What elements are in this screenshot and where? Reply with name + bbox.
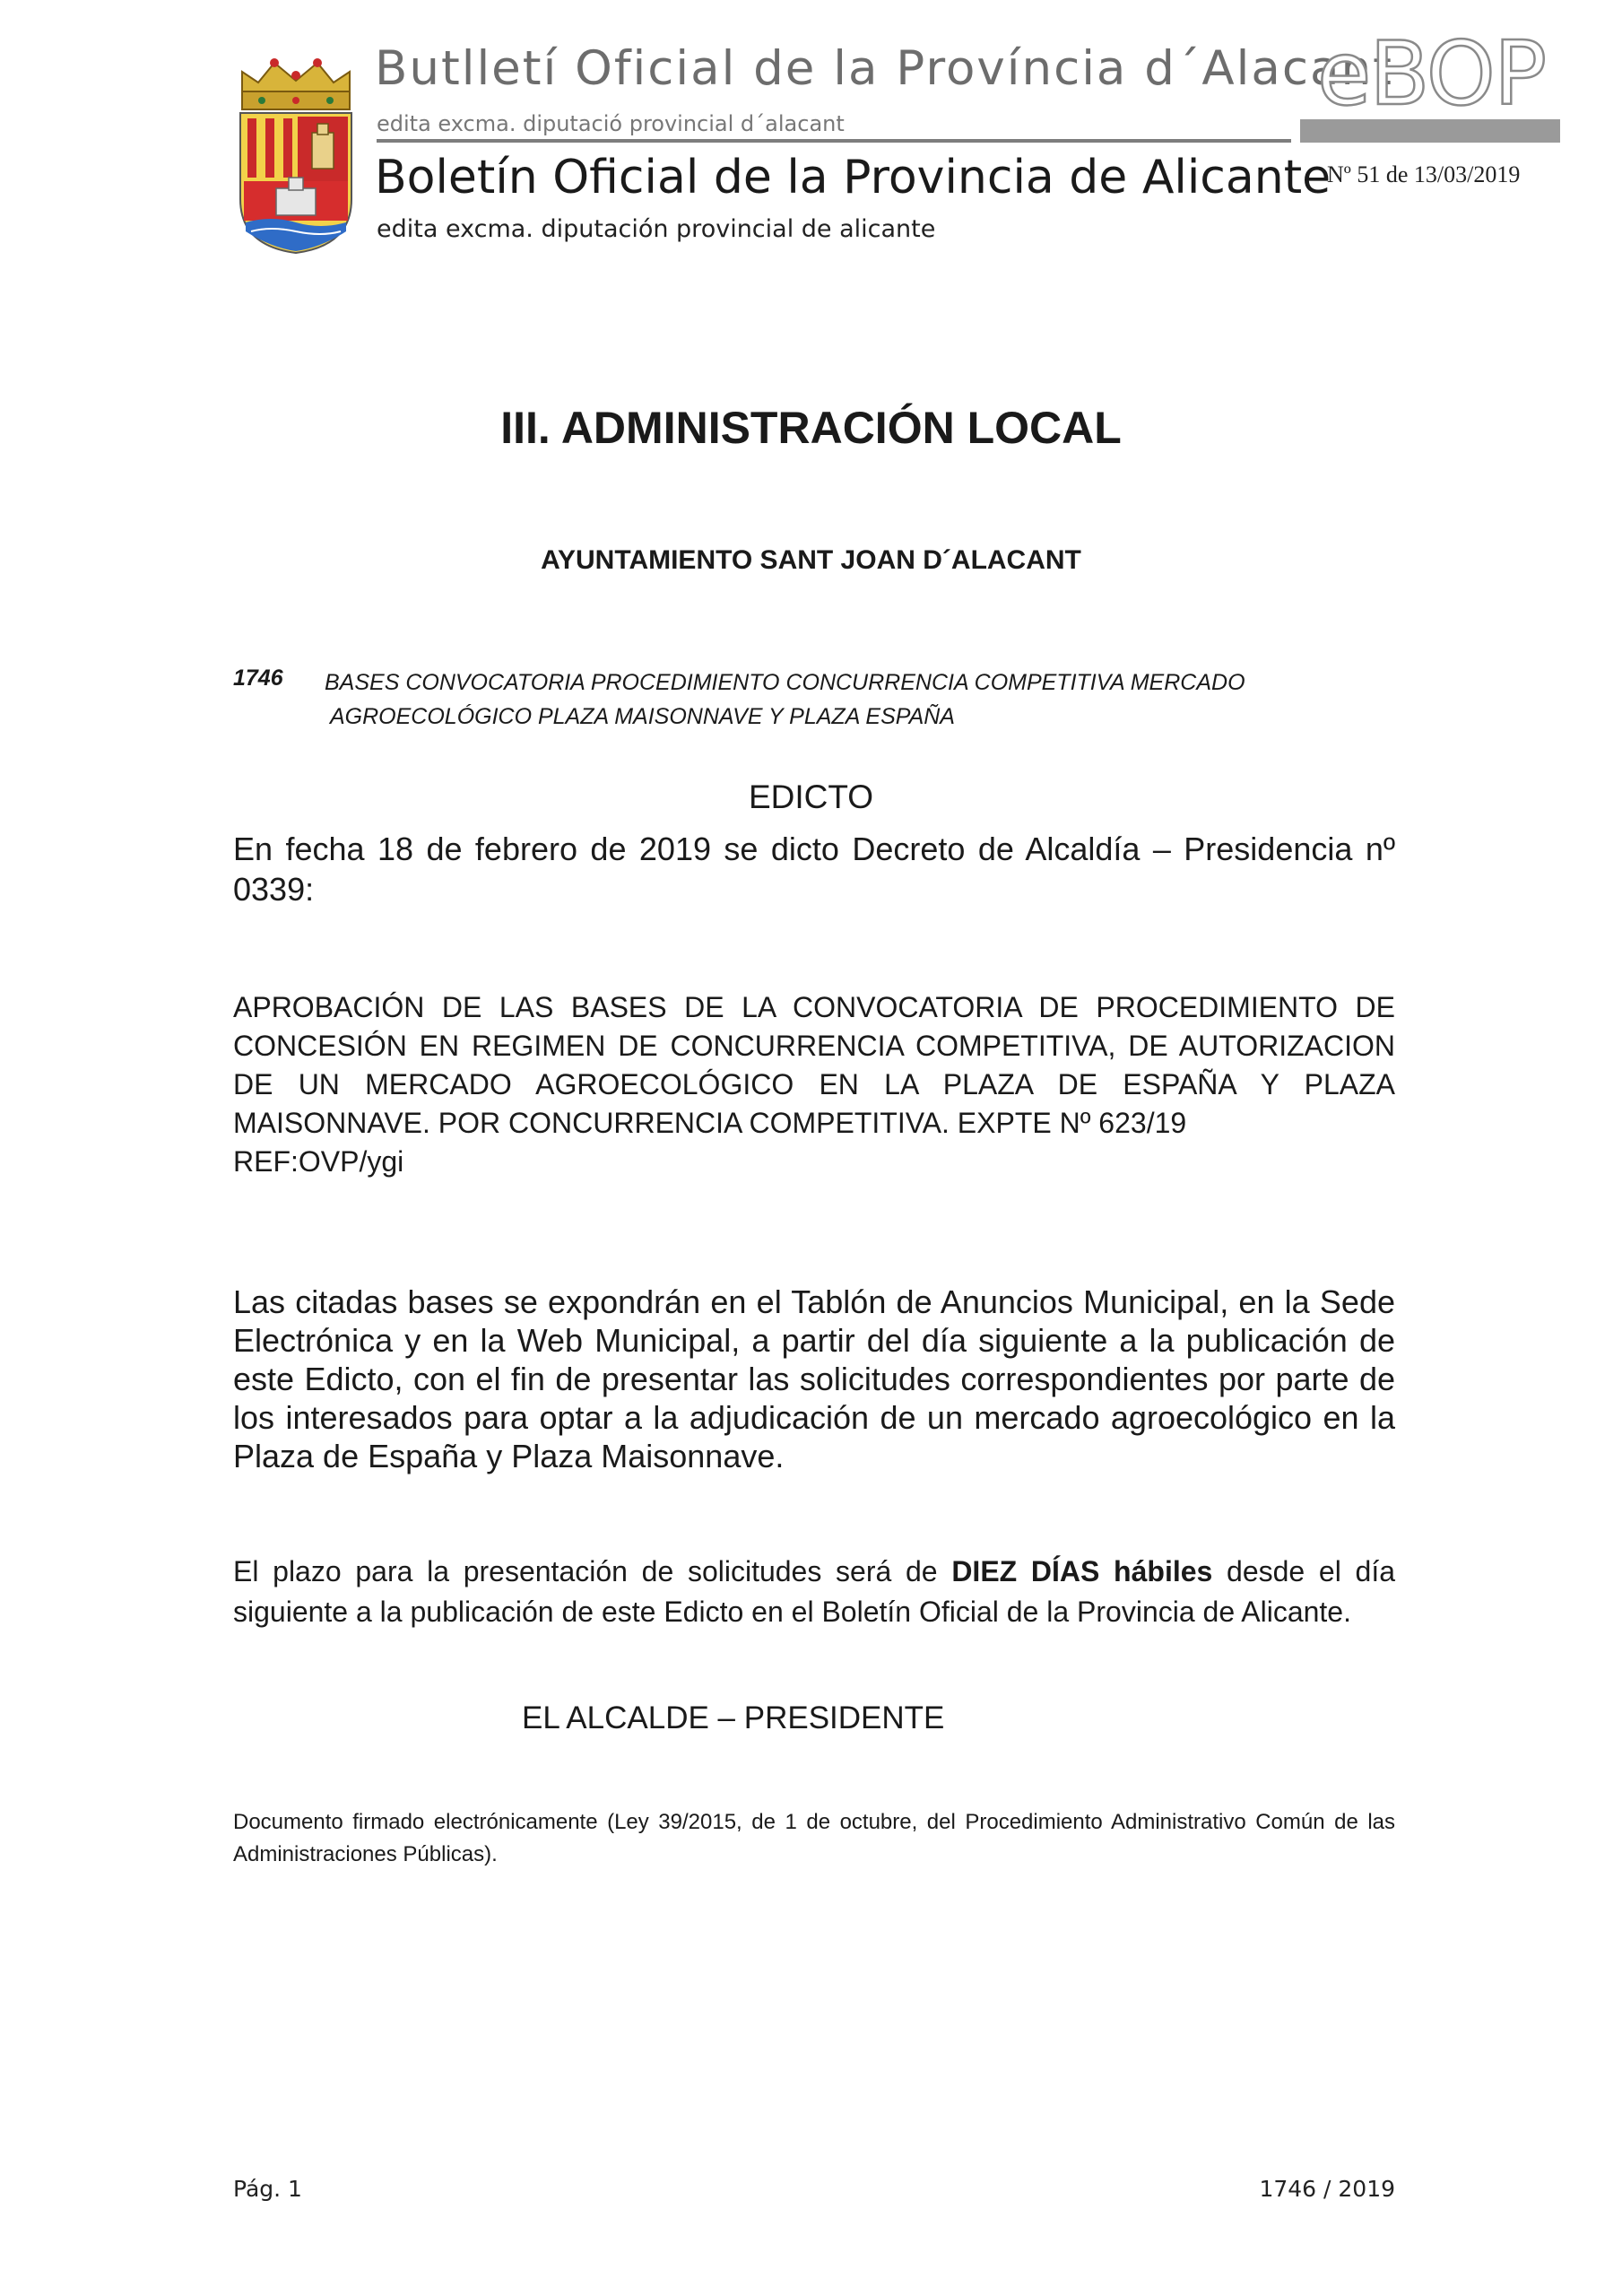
bulletin-subtitle-catalan: edita excma. diputació provincial d´alacant	[377, 111, 845, 136]
header-divider	[377, 139, 1291, 143]
coat-of-arms-icon	[235, 56, 357, 255]
page-number: Pág. 1	[233, 2176, 302, 2202]
announcement-title-line-1: BASES CONVOCATORIA PROCEDIMIENTO CONCURRENCIA COMPETITIVA MERCADO	[325, 670, 1245, 695]
announcement-title	[325, 665, 1311, 734]
issuing-authority: AYUNTAMIENTO SANT JOAN D´ALACANT	[541, 545, 1081, 575]
signatory: EL ALCALDE – PRESIDENTE	[522, 1700, 945, 1735]
section-title: III. ADMINISTRACIÓN LOCAL	[500, 403, 1122, 453]
announcement-title-line-2: AGROECOLÓGICO PLAZA MAISONNAVE Y PLAZA ESPAÑA	[330, 704, 955, 729]
deadline-text-end: desde el día siguiente a la publicación de este Edicto en el Boletín Oficial de la Provincia de Alicante.	[233, 1555, 1396, 1628]
header-grey-bar	[1300, 119, 1560, 143]
bases-paragraph: Las citadas bases se expondrán en el Tablón de Anuncios Municipal, en la Sede Electrónica y en la Web Municipal, a partir del día siguiente a la publicación de este Edicto, con el fin de presentar las solicitudes correspondientes por parte de los interesados para optar a la adjudicación de un mercado agroecológico en la Plaza de España y Plaza Maisonnave.	[233, 1283, 1395, 1474]
deadline-paragraph	[233, 1552, 1395, 1632]
deadline-text-start: El plazo para la presentación de solicitudes será de	[233, 1555, 952, 1587]
approval-paragraph	[233, 988, 1395, 1181]
bulletin-number: Nº 51 de 13/03/2019	[1327, 161, 1521, 187]
bulletin-title-catalan: Butlletí Oficial de la Província d´Alacant	[375, 41, 1393, 96]
approval-text: APROBACIÓN DE LAS BASES DE LA CONVOCATORIA DE PROCEDIMIENTO DE CONCESIÓN EN REGIMEN DE CONCURRENCIA COMPETITIVA, DE AUTORIZACION DE UN MERCADO AGROECOLÓGICO EN LA PLAZA DE ESPAÑA Y PLAZA MAISONNAVE. POR CONCURRENCIA COMPETITIVA. EXPTE Nº 623/19	[233, 991, 1395, 1139]
bulletin-title-spanish: Boletín Oficial de la Provincia de Alicante	[375, 151, 1331, 204]
deadline-days: DIEZ DÍAS hábiles	[951, 1555, 1213, 1587]
announcement-number: 1746	[233, 665, 283, 691]
electronic-signature-note: Documento firmado electrónicamente (Ley 39/2015, de 1 de octubre, del Procedimiento Administrativo Común de las Administraciones Públicas).	[233, 1810, 1395, 1866]
edict-heading: EDICTO	[748, 778, 874, 815]
bulletin-subtitle-spanish: edita excma. diputación provincial de alicante	[377, 215, 936, 243]
decree-paragraph: En fecha 18 de febrero de 2019 se dicto Decreto de Alcaldía – Presidencia nº 0339:	[233, 831, 1395, 908]
reference-code: REF:OVP/ygi	[233, 1145, 404, 1178]
svg-text:eBOP: eBOP	[1317, 27, 1546, 117]
footer-reference: 1746 / 2019	[1259, 2176, 1395, 2202]
ebop-logo	[1314, 27, 1565, 117]
